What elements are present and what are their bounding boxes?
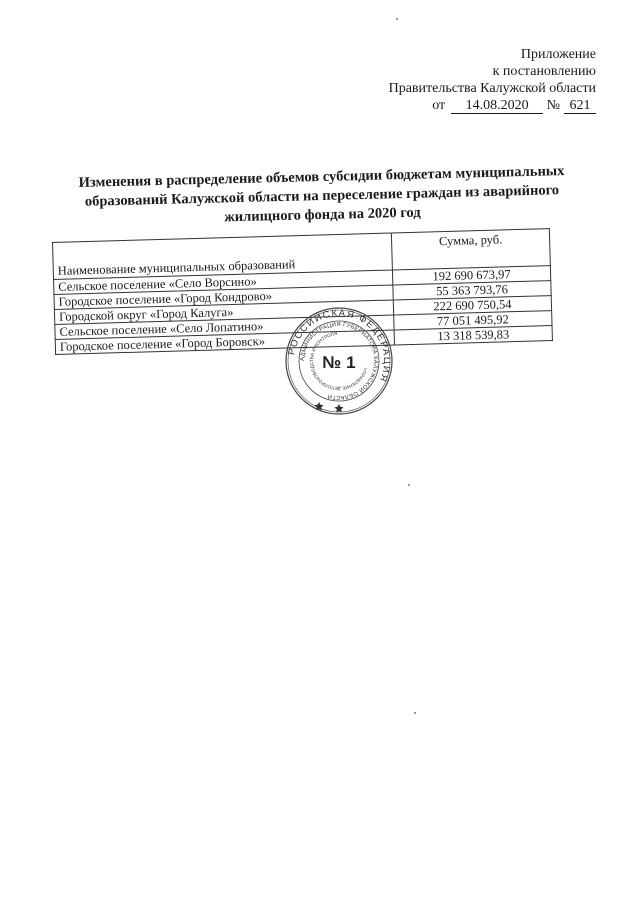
- stamp-sub-text: УПРАВЛЕНИЕ ДЕЛОПРОИЗВОДСТВА И КОНТРОЛЯ: [308, 331, 369, 392]
- appendix-line3: Правительства Калужской области: [388, 81, 596, 96]
- row-name: Городской округ «Город Калуга»: [54, 300, 393, 324]
- appendix-line2: к постановлению: [492, 64, 596, 79]
- row-sum: 192 690 673,97: [392, 266, 550, 285]
- number-label: №: [546, 98, 560, 113]
- scan-speck: [414, 712, 416, 714]
- stamp-outer-text: РОССИЙСКАЯ ФЕДЕРАЦИЯ: [286, 307, 393, 385]
- order-date: 14.08.2020: [451, 99, 543, 114]
- from-label: от: [432, 98, 446, 113]
- column-header-name: Наименование муниципальных образований: [53, 233, 393, 279]
- official-stamp: [284, 306, 394, 416]
- appendix-line1: Приложение: [520, 47, 596, 62]
- row-name: Городское поселение «Город Боровск»: [55, 330, 394, 354]
- row-sum: 222 690 750,54: [393, 296, 551, 315]
- row-name: Городское поселение «Город Кондрово»: [54, 285, 393, 309]
- scan-speck: [408, 484, 410, 486]
- document-title: Изменения в распределение объемов субсидии бюджетам муниципальных образований Калужской области на переселение граждан из аварийного жилищного фонда на 2020 год: [78, 163, 565, 226]
- stamp-inner-text: АДМИНИСТРАЦИЯ ГУБЕРНАТОРА КАЛУЖСКОЙ ОБЛАСТИ: [299, 321, 379, 401]
- order-number: 621: [564, 99, 596, 114]
- row-sum: 77 051 495,92: [394, 311, 552, 330]
- appendix-header: [389, 46, 596, 114]
- row-name: Сельское поселение «Село Лопатино»: [55, 315, 394, 339]
- column-header-sum: Сумма, руб.: [391, 229, 550, 270]
- row-sum: 55 363 793,76: [393, 281, 551, 300]
- order-date-number: [389, 97, 596, 114]
- row-name: Сельское поселение «Село Ворсино»: [54, 270, 393, 294]
- stamp-number: № 1: [322, 353, 356, 372]
- scan-speck: [396, 18, 398, 20]
- row-sum: 13 318 539,83: [394, 326, 552, 345]
